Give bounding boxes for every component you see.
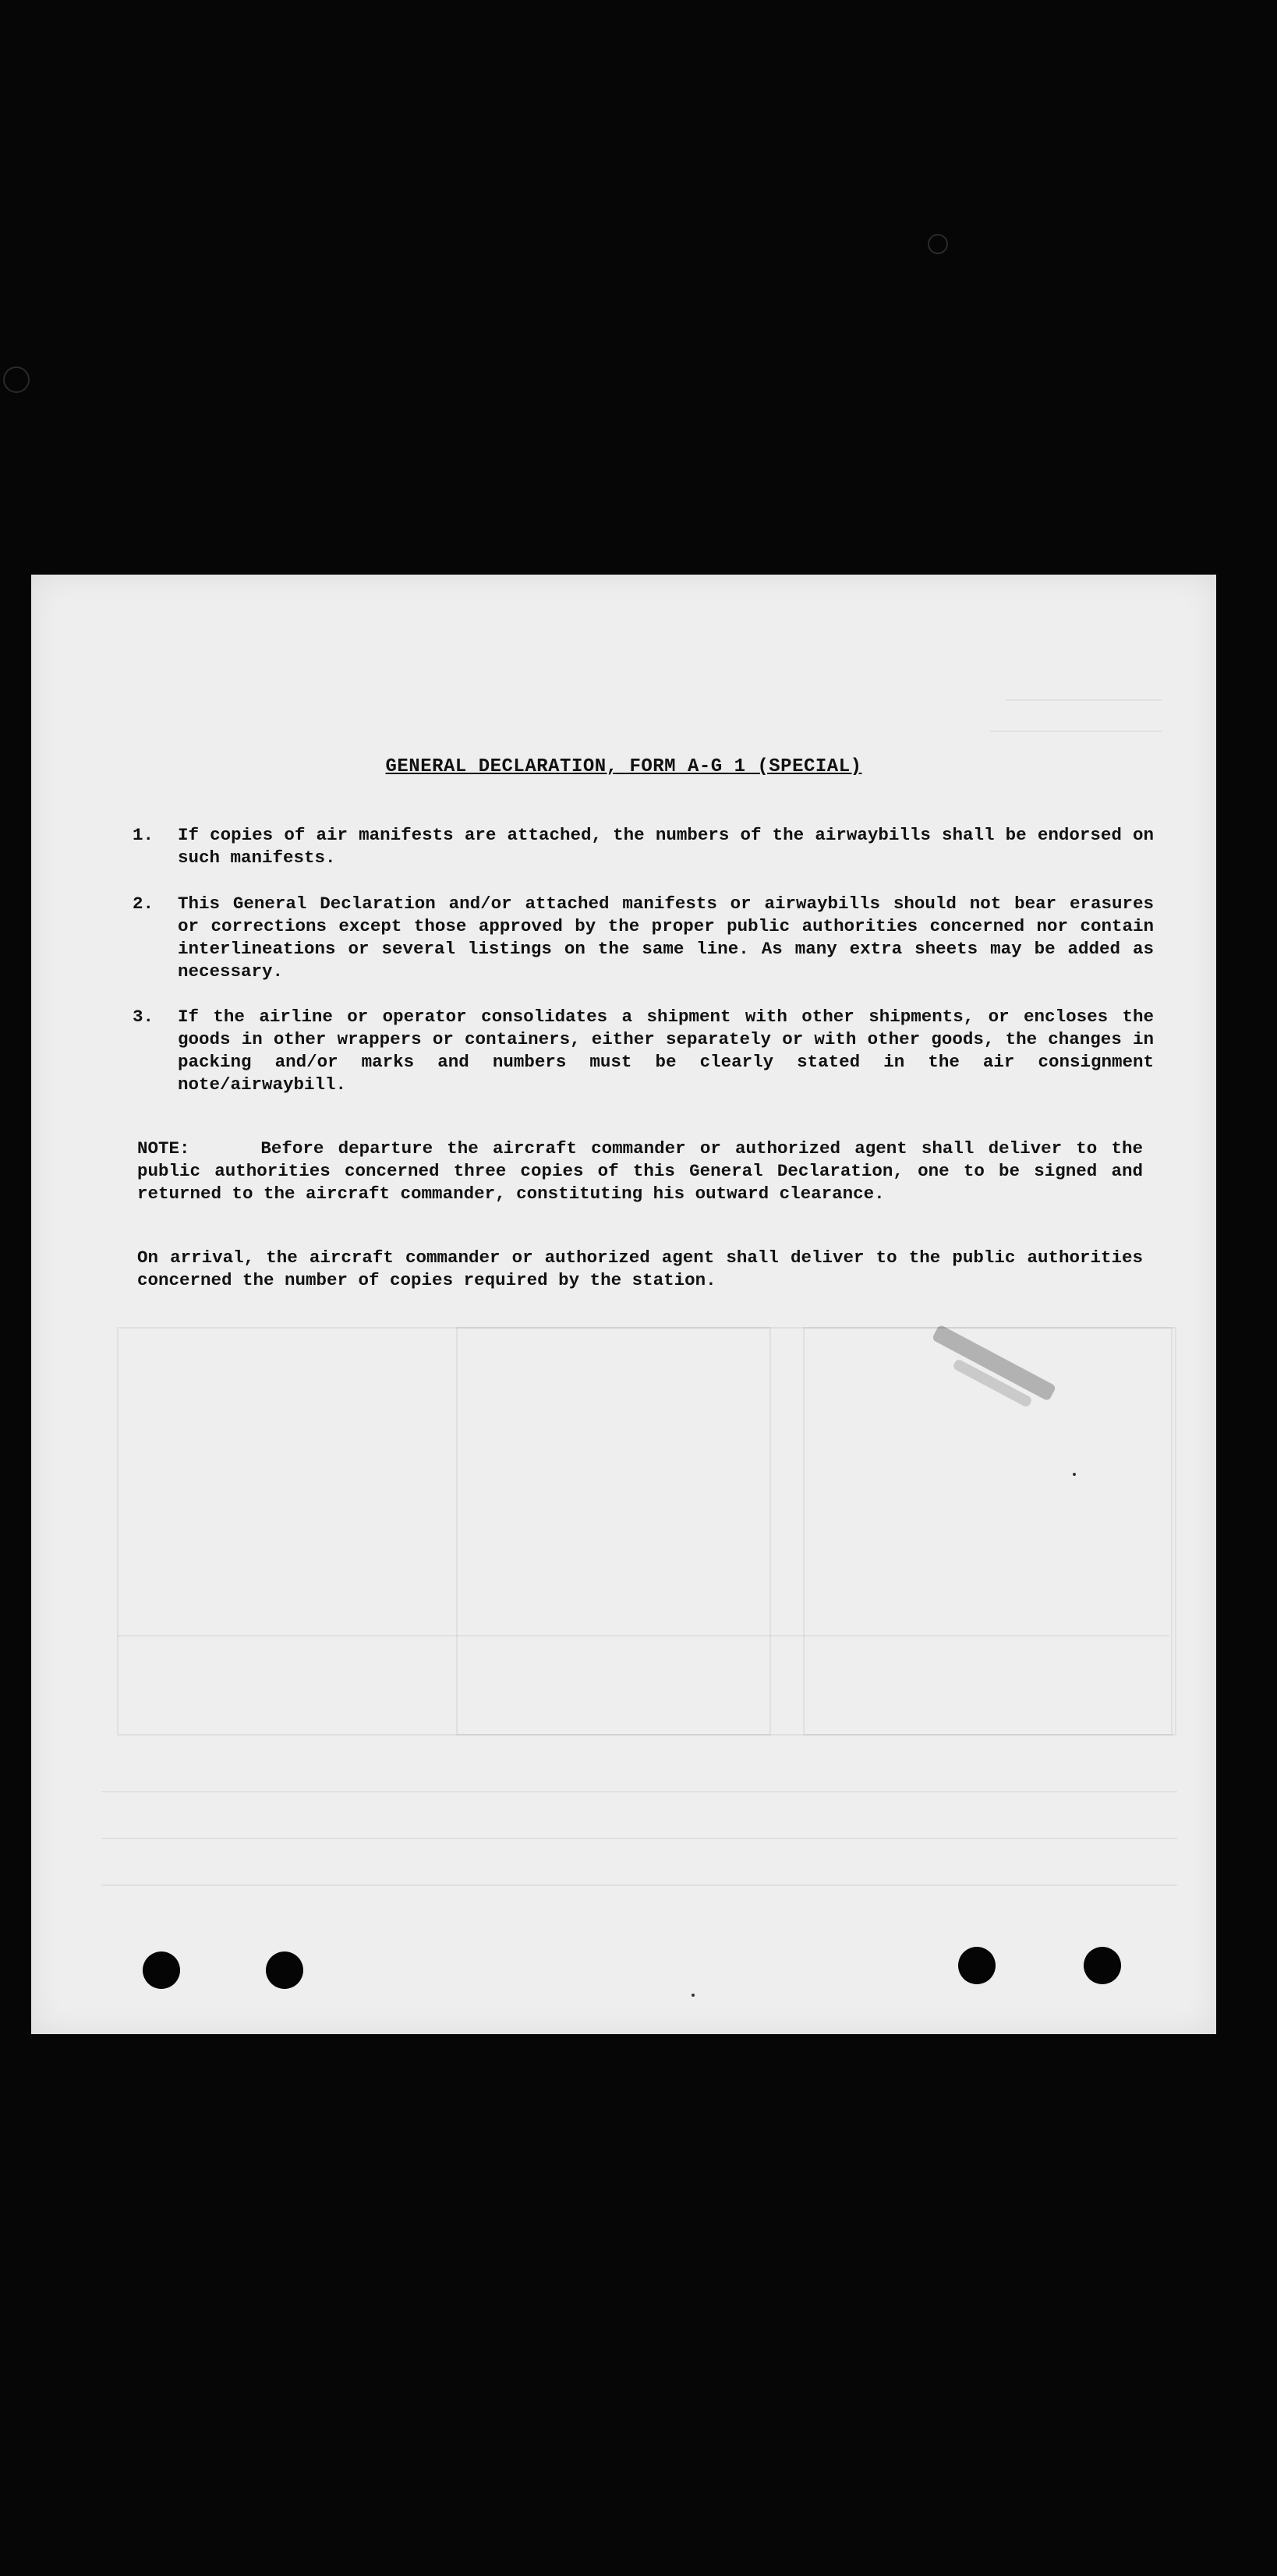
item-text: This General Declaration and/or attached manifests or airwaybills should not bear erasures or corrections except those approved by the proper public authorities concerned nor contain interlineations or several listings on the same line. As many extra sheets may be added as necessary.	[178, 893, 1154, 982]
punch-hole	[266, 1951, 303, 1989]
item-text: If copies of air manifests are attached, the numbers of the airwaybills shall be endorsed on such manifests.	[178, 825, 1154, 868]
document-page	[31, 575, 1216, 2034]
dust-speck	[692, 1994, 695, 1997]
punch-hole	[958, 1947, 996, 1984]
departure-note: NOTE: Before departure the aircraft commander or authorized agent shall deliver to the public authorities concerned three copies of this General Declaration, one to be signed and returned to the aircraft commander, constituting his outward clearance.	[137, 1138, 1154, 1204]
film-registration-mark	[3, 366, 30, 393]
instruction-item	[133, 1006, 1154, 1096]
dust-speck	[1073, 1473, 1076, 1476]
item-number: 1.	[133, 825, 154, 845]
film-registration-mark	[928, 234, 948, 254]
instruction-item	[133, 893, 1154, 983]
item-text: If the airline or operator consolidates a shipment with other shipments, or encloses the goods in other wrappers or containers, either separately or with other goods, the changes in packing and/or marks and numbers must be clearly stated in the air consignment note/airwaybill.	[178, 1007, 1154, 1095]
instruction-item	[133, 824, 1154, 869]
declaration-text	[31, 575, 1216, 2034]
punch-hole	[1084, 1947, 1121, 1984]
punch-hole	[143, 1951, 180, 1989]
item-number: 3.	[133, 1007, 154, 1027]
form-title: GENERAL DECLARATION, FORM A-G 1 (SPECIAL)	[385, 756, 862, 777]
arrival-note: On arrival, the aircraft commander or authorized agent shall deliver to the public authorities concerned the number of copies required by the station.	[137, 1247, 1143, 1290]
item-number: 2.	[133, 893, 154, 914]
